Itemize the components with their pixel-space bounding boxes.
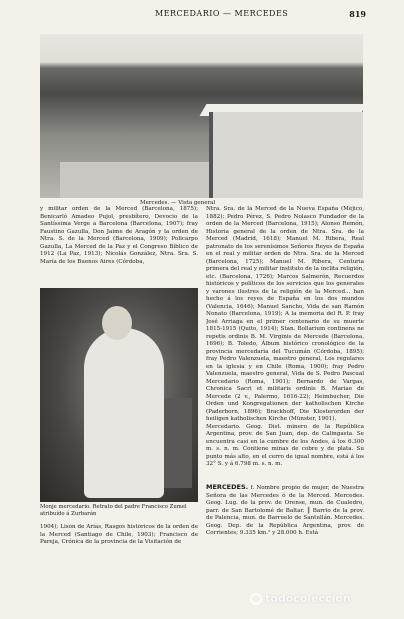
- mercedes-entry: [206, 484, 364, 582]
- city-view-caption: Mercedes. — Vista general: [140, 200, 216, 206]
- running-header: [0, 9, 404, 23]
- left-column-text-top: y militar orden de la Merced (Barcelona, 1875); Benicarló Amadeo Pujol, presbítero, Devocio de la Santíssima Verge a Barcelona (Barcelona, 1907); fray Faustino Gazulla, Don Jaime de Aragón y la orden de Ntra. S. de la Merced (Barcelona, 1909); Policarpo Gazulla, La Merced de la Paz y el Congreso Bíblico de 1912 (La Paz, 1913); Nicolás González, Ntra. Sra. S. María de los Buenos Aires (Córdoba,: [40, 206, 198, 265]
- left-column-text-bottom: 1904); Lisón de Arias, Rasgos históricos de la orden de la Merced (Santiago de Chile, 1903); Francisco de Pareja, Crónica de la provincia de la Visitación de: [40, 524, 198, 545]
- mercedario-entry: Mercedario. Geog. Dist. minero de la República Argentina, prov. de San Juan, dep. de Calingasta. Se encuentra casi en la cumbre de los Andes, á los 6.300 m. s. n. m. Contiene minas de cobre y de plata. Su punto más alto, en el cerro de igual nombre, está á los 32° S. y á 6.798 m. s. n. m.: [206, 423, 364, 467]
- photo-building: [209, 112, 363, 198]
- photo-wall: [60, 162, 220, 198]
- page-number: 819: [349, 9, 366, 19]
- watermark-text: todocoleccion: [265, 592, 351, 605]
- city-view-photo: [40, 34, 363, 198]
- watermark-logo-icon: [250, 593, 262, 605]
- mercedes-headword: MERCEDES.: [206, 484, 249, 491]
- portrait-head: [102, 306, 132, 340]
- watermark: [250, 592, 351, 605]
- monk-portrait-photo: [40, 288, 198, 502]
- running-title: MERCEDARIO — MERCEDES: [155, 9, 289, 18]
- bibliography-text: Ntra. Sra. de la Merced de la Nueva España (Méjico, 1882); Pedro Pérez, S. Pedro Nolasco Fundador de la orden de la Merced (Barcelona, 1915); Alonso Remón, Historia general de la orden de Ntra. Sra. de la Merced (Madrid, 1618); Manuel M. Ribera, Real patronato de los serenísimos Señores Reyes de España en el real y militar orden de Ntra. Sra. de la Merced (Barcelona, 1725); Manuel M. Ribera, Centuria primera del real y militar instituto de la ínclita religión, etc. (Barcelona, 1726); Marcos Salmerón, Recuerdos históricos y políticos de los servicios que los generales y varones ilustres de la religión de la Merced... han hecho á los reyes de España en los dos mundos (Valencia, 1646); Manuel Sancho, Vida de san Ramón Nonato (Barcelona, 1919); A la memoria del R. P. fray José Arriaga en el primer centenario de su muerte 1815-1915 (Quito, 1914); Stan. Bollarium continens ne repetis ordinis B. M. Virginis de Mercede (Barcelona, 1696); B. Toledo, Álbum histórico cronológico de la provincia mercedaria del Tucumán (Córdoba, 1895); fray Pedro Valenzuela, maestro general, Los regulares en la iglesia y en Chile (Roma, 1900); fray Pedro Valenzuela, maestro general, Vida de S. Pedro Pascual Mercedario (Roma, 1901); Bernardo de Vargas, Chronica Sacri et militaris ordinis B. Mariae de Mercede (2 v., Palermo, 1616-22); Heimbucher, Die Orden und Kongregationen der katholischen Kirche (Paderborn, 1896); Brackhoff, Die Klosterorden der heiligen katholischen Kirche (Münster, 1901).: [206, 206, 364, 422]
- monk-portrait-caption: Monje mercedario. Retrato del padre Francisco Zumel atribuído á Zurbarán: [40, 504, 187, 517]
- mercedes-entry-text: f. Nombre propio de mujer, de Nuestra Señora de las Mercedes ó de la Merced. Mercedes. Geog. Lug. de la prov. de Orense, mun. de Cualedro, parr. de San Bartolomé de Baltar. ║ Barrio de la prov. de Palencia, mun. de Barruelo de Santullán. Mercedes. Geog. Dep. de la República Argentina, prov. de Corrientes; 9.335 km.² y 28.000 h. Está: [206, 485, 364, 536]
- portrait-table: [164, 398, 192, 488]
- right-column-text: [206, 206, 364, 480]
- portrait-robe: [84, 328, 164, 498]
